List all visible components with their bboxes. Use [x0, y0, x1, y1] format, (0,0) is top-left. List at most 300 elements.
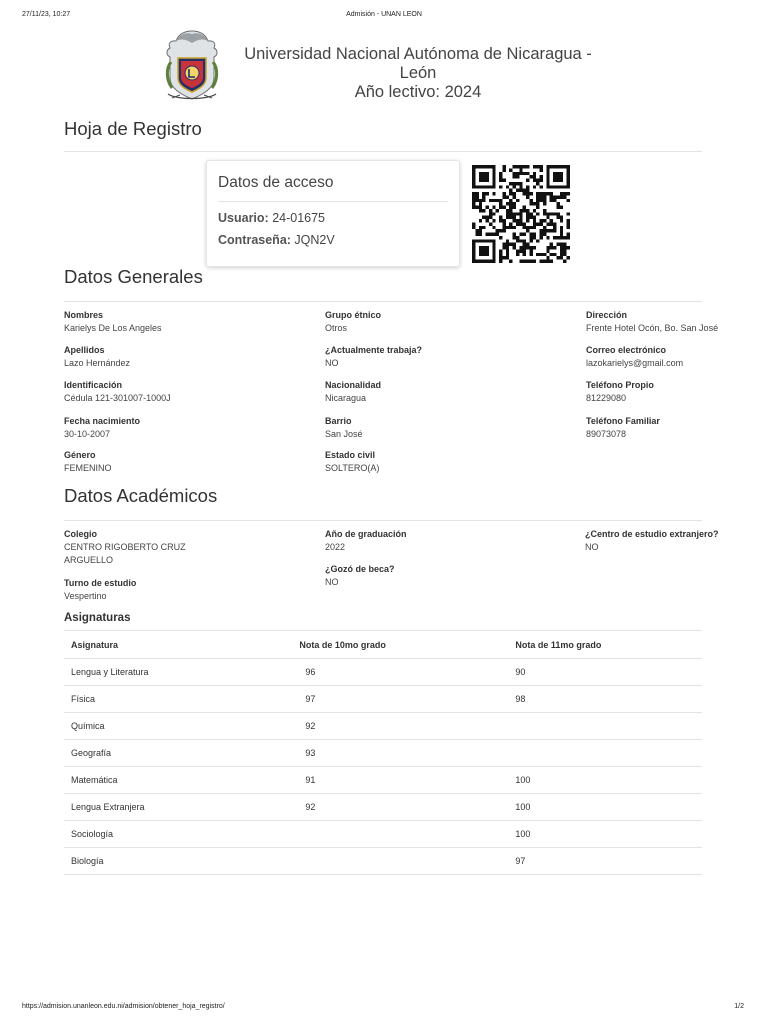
qr-module [546, 229, 549, 232]
qr-module [513, 206, 516, 209]
qr-module [475, 195, 478, 198]
qr-module [482, 239, 485, 242]
qr-module [499, 236, 502, 239]
qr-module [526, 260, 529, 263]
print-page-title: Admisión - UNAN LEON [346, 11, 422, 18]
qr-module [513, 212, 516, 215]
qr-module [516, 199, 519, 202]
qr-module [516, 182, 519, 185]
qr-module [560, 233, 563, 236]
print-page-number: 1/2 [734, 1003, 744, 1010]
qr-module [560, 253, 563, 256]
qr-module [516, 189, 519, 192]
qr-module [509, 209, 512, 212]
qr-module [553, 253, 556, 256]
qr-module [499, 253, 502, 256]
grade-10: 96 [247, 659, 515, 686]
qr-module [506, 253, 509, 256]
qr-module [567, 226, 570, 229]
qr-module [540, 233, 543, 236]
qr-module [553, 222, 556, 225]
qr-module [567, 175, 570, 178]
field-label: Correo electrónico [586, 345, 667, 355]
qr-module [529, 260, 532, 263]
qr-module [526, 219, 529, 222]
qr-module [519, 239, 522, 242]
qr-module [560, 185, 563, 188]
divider [64, 520, 702, 521]
qr-module [529, 192, 532, 195]
grade-10: 91 [247, 767, 515, 794]
qr-module [550, 219, 553, 222]
qr-module [513, 243, 516, 246]
qr-module [492, 175, 495, 178]
qr-module [499, 199, 502, 202]
qr-module [529, 236, 532, 239]
qr-module [556, 216, 559, 219]
qr-module [567, 222, 570, 225]
qr-module [519, 189, 522, 192]
qr-module [540, 236, 543, 239]
grade-10: 92 [247, 794, 515, 821]
field-label: Teléfono Propio [586, 380, 654, 390]
field-value: ARGUELLO [64, 555, 114, 565]
qr-module [550, 165, 553, 168]
qr-module [479, 229, 482, 232]
academic-year: Año lectivo: 2024 [354, 83, 482, 101]
qr-module [540, 192, 543, 195]
qr-module [553, 229, 556, 232]
qr-module [492, 226, 495, 229]
table-row [64, 686, 702, 713]
qr-module [533, 202, 536, 205]
qr-module [482, 216, 485, 219]
qr-module [556, 236, 559, 239]
qr-module [560, 172, 563, 175]
field-label: Identificación [64, 380, 123, 390]
qr-module [502, 229, 505, 232]
subject-name: Geografía [64, 740, 247, 767]
qr-module [553, 246, 556, 249]
qr-module [516, 212, 519, 215]
qr-module [496, 233, 499, 236]
field-label: Género [64, 450, 96, 460]
field-value: 89073078 [586, 429, 627, 439]
qr-module [540, 179, 543, 182]
qr-module [482, 172, 485, 175]
qr-module [482, 195, 485, 198]
qr-module [529, 246, 532, 249]
qr-module [523, 192, 526, 195]
table-row [64, 794, 702, 821]
qr-module [556, 185, 559, 188]
qr-module [506, 249, 509, 252]
qr-module [513, 246, 516, 249]
username-value: 24-01675 [272, 211, 326, 225]
qr-module [543, 226, 546, 229]
qr-module [523, 260, 526, 263]
qr-module [550, 195, 553, 198]
field-label: Apellidos [64, 345, 105, 355]
qr-module [486, 192, 489, 195]
qr-module [560, 175, 563, 178]
qr-module [499, 229, 502, 232]
qr-module [540, 195, 543, 198]
qr-module [479, 185, 482, 188]
grade-11: 100 [515, 794, 702, 821]
subject-name: Física [64, 686, 247, 713]
field-label: ¿Actualmente trabaja? [325, 345, 423, 355]
qr-module [479, 175, 482, 178]
qr-module [489, 199, 492, 202]
qr-module [546, 222, 549, 225]
qr-module [472, 175, 475, 178]
table-row [64, 848, 702, 875]
qr-module [486, 165, 489, 168]
qr-module [492, 168, 495, 171]
qr-module [506, 185, 509, 188]
qr-module [472, 246, 475, 249]
qr-module [486, 233, 489, 236]
qr-module [499, 206, 502, 209]
qr-module [563, 249, 566, 252]
qr-module [486, 260, 489, 263]
unan-leon-crest-logo [162, 28, 222, 102]
grade-11: 100 [515, 821, 702, 848]
qr-module [502, 243, 505, 246]
qr-module [513, 175, 516, 178]
qr-module [546, 260, 549, 263]
qr-module [536, 195, 539, 198]
qr-module [482, 249, 485, 252]
qr-module [523, 209, 526, 212]
qr-module [543, 212, 546, 215]
username-label: Usuario: [218, 211, 269, 225]
qr-module [536, 212, 539, 215]
qr-module [553, 172, 556, 175]
qr-module [567, 185, 570, 188]
qr-module [516, 175, 519, 178]
grade-10: 97 [247, 686, 515, 713]
qr-module [546, 246, 549, 249]
qr-module [560, 195, 563, 198]
table-row [64, 821, 702, 848]
qr-module [519, 165, 522, 168]
qr-module [529, 199, 532, 202]
qr-module [543, 202, 546, 205]
qr-module [509, 243, 512, 246]
qr-module [543, 192, 546, 195]
qr-module [472, 185, 475, 188]
qr-module [543, 253, 546, 256]
qr-module [502, 179, 505, 182]
qr-module [533, 260, 536, 263]
qr-module [543, 233, 546, 236]
qr-module [513, 216, 516, 219]
qr-module [516, 222, 519, 225]
qr-module [509, 189, 512, 192]
qr-module [523, 233, 526, 236]
qr-module [482, 226, 485, 229]
qr-module [567, 172, 570, 175]
qr-module [543, 199, 546, 202]
qr-module [567, 212, 570, 215]
print-datetime: 27/11/23, 10:27 [22, 11, 71, 18]
qr-module [526, 209, 529, 212]
qr-module [516, 249, 519, 252]
qr-module [509, 222, 512, 225]
qr-module [533, 175, 536, 178]
qr-module [479, 233, 482, 236]
qr-module [523, 253, 526, 256]
qr-module [479, 260, 482, 263]
qr-module [502, 206, 505, 209]
qr-module [550, 253, 553, 256]
qr-module [553, 175, 556, 178]
qr-module [479, 206, 482, 209]
field-value: Vespertino [64, 591, 107, 601]
subject-name: Biología [64, 848, 247, 875]
qr-module [540, 253, 543, 256]
qr-module [496, 229, 499, 232]
qr-module [519, 249, 522, 252]
qr-module [550, 243, 553, 246]
qr-module [546, 179, 549, 182]
qr-module [560, 226, 563, 229]
subjects-table [64, 630, 702, 875]
qr-module [499, 249, 502, 252]
qr-module [489, 165, 492, 168]
qr-module [556, 175, 559, 178]
qr-module [536, 199, 539, 202]
qr-module [546, 182, 549, 185]
qr-module [523, 249, 526, 252]
qr-module [499, 202, 502, 205]
qr-module [529, 233, 532, 236]
qr-module [506, 246, 509, 249]
grade-11: 98 [515, 686, 702, 713]
qr-module [509, 212, 512, 215]
qr-module [540, 168, 543, 171]
qr-module [479, 179, 482, 182]
grade-10: 92 [247, 713, 515, 740]
qr-module [563, 185, 566, 188]
qr-module [523, 222, 526, 225]
qr-module [475, 165, 478, 168]
qr-module [502, 195, 505, 198]
qr-module [472, 199, 475, 202]
field-label: Nombres [64, 310, 104, 320]
qr-module [553, 165, 556, 168]
qr-module [553, 195, 556, 198]
qr-module [479, 253, 482, 256]
divider [218, 201, 448, 202]
qr-module [489, 185, 492, 188]
qr-module [472, 179, 475, 182]
qr-module [523, 243, 526, 246]
qr-module [536, 253, 539, 256]
qr-module [567, 179, 570, 182]
qr-module [536, 206, 539, 209]
print-url: https://admision.unanleon.edu.ni/admision/obtener_hoja_registro/ [22, 1003, 225, 1010]
qr-module [513, 165, 516, 168]
field-label: ¿Centro de estudio extranjero? [585, 529, 719, 539]
qr-module [550, 185, 553, 188]
qr-module [543, 219, 546, 222]
qr-module [492, 182, 495, 185]
qr-module [519, 182, 522, 185]
qr-module [502, 246, 505, 249]
qr-module [492, 179, 495, 182]
field-value: NO [585, 542, 599, 552]
qr-module [506, 212, 509, 215]
qr-module [472, 172, 475, 175]
qr-module [536, 239, 539, 242]
qr-module [533, 179, 536, 182]
qr-module [486, 219, 489, 222]
qr-module [556, 212, 559, 215]
qr-module [489, 222, 492, 225]
field-value: Cédula 121-301007-1000J [64, 393, 171, 403]
qr-module [475, 233, 478, 236]
qr-module [472, 253, 475, 256]
qr-module [482, 165, 485, 168]
qr-module [556, 243, 559, 246]
qr-module [533, 236, 536, 239]
field-label: ¿Gozó de beca? [325, 564, 395, 574]
qr-module [479, 226, 482, 229]
field-value: 81229080 [586, 393, 627, 403]
university-title [226, 45, 610, 102]
username-row [218, 211, 325, 225]
qr-module [486, 253, 489, 256]
field-value: 30-10-2007 [64, 429, 111, 439]
qr-module [563, 165, 566, 168]
qr-module [529, 249, 532, 252]
field-label: Año de graduación [325, 529, 407, 539]
qr-module [472, 243, 475, 246]
password-row [218, 233, 335, 247]
qr-module [540, 219, 543, 222]
qr-module [526, 192, 529, 195]
qr-module [540, 260, 543, 263]
qr-module [533, 219, 536, 222]
qr-module [543, 195, 546, 198]
qr-module [563, 243, 566, 246]
qr-module [489, 216, 492, 219]
qr-module [509, 260, 512, 263]
field-colegio [64, 528, 186, 567]
qr-module [546, 168, 549, 171]
qr-module [509, 206, 512, 209]
qr-module [513, 192, 516, 195]
qr-module [533, 185, 536, 188]
field-label: Dirección [586, 310, 628, 320]
qr-module [546, 249, 549, 252]
field-telefono-familiar [586, 415, 660, 441]
qr-module [486, 172, 489, 175]
qr-module [492, 233, 495, 236]
qr-module [540, 185, 543, 188]
qr-module [482, 199, 485, 202]
qr-module [546, 216, 549, 219]
qr-module [482, 260, 485, 263]
field-nombres [64, 309, 162, 335]
field-value: 2022 [325, 542, 346, 552]
qr-module [553, 185, 556, 188]
qr-module [563, 253, 566, 256]
qr-module [543, 229, 546, 232]
table-row [64, 659, 702, 686]
qr-module [499, 216, 502, 219]
qr-module [519, 185, 522, 188]
qr-module [560, 236, 563, 239]
qr-module [560, 206, 563, 209]
qr-module [482, 209, 485, 212]
qr-module [513, 182, 516, 185]
qr-module [492, 206, 495, 209]
qr-module [472, 168, 475, 171]
qr-module [479, 202, 482, 205]
qr-module [492, 172, 495, 175]
qr-module [519, 172, 522, 175]
field-value: FEMENINO [64, 463, 112, 473]
field-label: Barrio [325, 416, 352, 426]
qr-module [523, 206, 526, 209]
qr-module [546, 256, 549, 259]
qr-module [489, 209, 492, 212]
qr-module [550, 199, 553, 202]
qr-module [516, 239, 519, 242]
column-header: Asignatura [64, 631, 247, 659]
qr-module [472, 256, 475, 259]
qr-module [502, 226, 505, 229]
grade-11 [515, 713, 702, 740]
qr-module [523, 246, 526, 249]
qr-module [482, 175, 485, 178]
qr-module [502, 168, 505, 171]
qr-module [489, 239, 492, 242]
qr-module [523, 239, 526, 242]
grade-11: 100 [515, 767, 702, 794]
field-genero [64, 449, 112, 475]
qr-module [567, 192, 570, 195]
table-header-row [64, 631, 702, 659]
qr-module [526, 165, 529, 168]
qr-module [560, 219, 563, 222]
qr-module [499, 175, 502, 178]
qr-module [556, 202, 559, 205]
qr-module [492, 192, 495, 195]
qr-module [472, 260, 475, 263]
field-estado-civil [325, 449, 379, 475]
qr-module [540, 165, 543, 168]
field-label: Fecha nacimiento [64, 416, 141, 426]
qr-module [560, 249, 563, 252]
qr-module [513, 233, 516, 236]
qr-module [502, 192, 505, 195]
university-header [160, 28, 630, 104]
qr-module [482, 179, 485, 182]
qr-module [475, 185, 478, 188]
qr-module [486, 175, 489, 178]
qr-module [509, 216, 512, 219]
qr-module [553, 226, 556, 229]
qr-module [482, 246, 485, 249]
qr-code-icon [469, 165, 573, 263]
field-extranjero [585, 528, 719, 554]
qr-module [472, 226, 475, 229]
